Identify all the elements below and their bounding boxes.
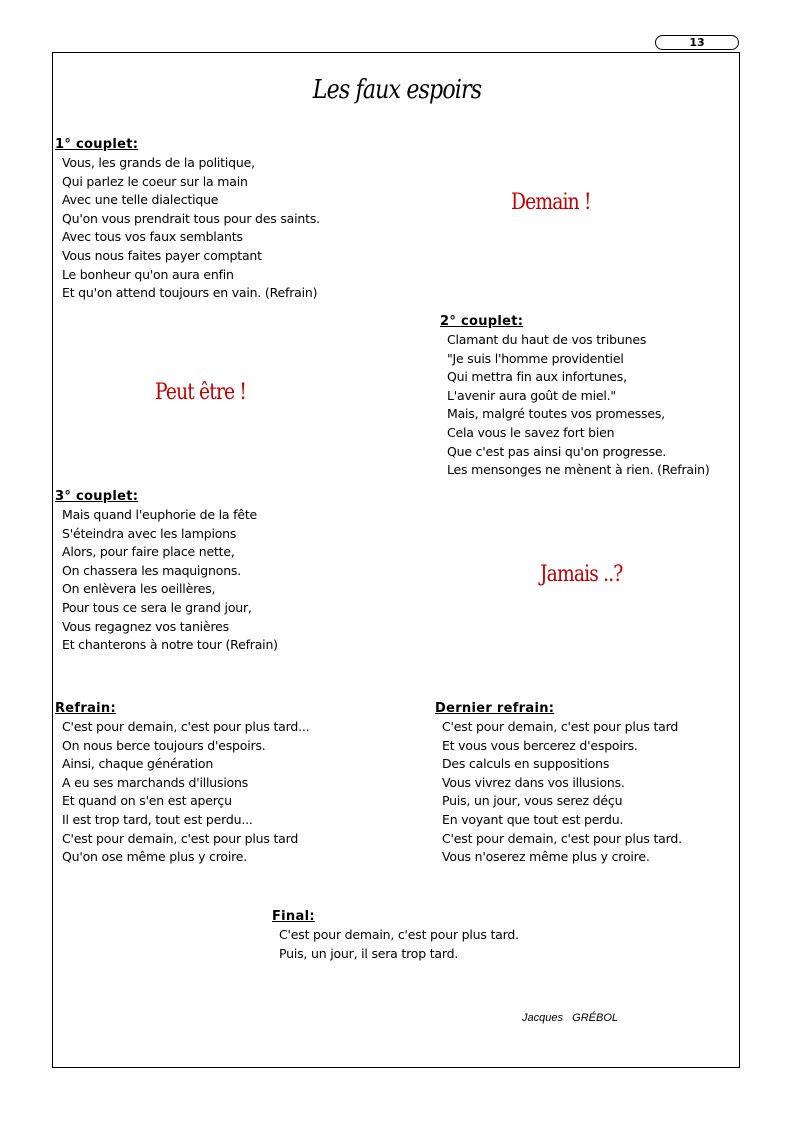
verse-line: Et vous vous bercerez d'espoirs.: [442, 737, 638, 753]
verse-line: Les mensonges ne mènent à rien. (Refrain): [447, 462, 710, 478]
couplet-3: [55, 488, 278, 655]
section-heading: Final:: [272, 909, 315, 924]
section-heading: 3° couplet:: [55, 489, 139, 504]
exclamation-peut-etre: Peut être !: [155, 380, 247, 405]
verse-line: Qui mettra fin aux infortunes,: [447, 369, 627, 385]
dernier-refrain: [435, 700, 682, 867]
verse-line: Il est trop tard, tout est perdu...: [62, 811, 253, 827]
verse-line: "Je suis l'homme providentiel: [447, 350, 624, 366]
page-number: 13: [655, 35, 739, 50]
couplet-2: [440, 313, 710, 480]
verse-line: Que c'est pas ainsi qu'on progresse.: [447, 443, 667, 459]
verse-line: Cela vous le savez fort bien: [447, 424, 615, 440]
verse-line: Qui parlez le coeur sur la main: [62, 173, 248, 189]
exclamation-jamais: Jamais ..?: [540, 562, 623, 587]
section-heading: 2° couplet:: [440, 314, 524, 329]
verse-line: Et qu'on attend toujours en vain. (Refrain): [62, 285, 318, 301]
verse-line: Avec tous vos faux semblants: [62, 229, 243, 245]
verse-line: On nous berce toujours d'espoirs.: [62, 737, 266, 753]
poem-title: Les faux espoirs: [312, 75, 482, 105]
verse-line: En voyant que tout est perdu.: [442, 811, 624, 827]
verse-line: Ainsi, chaque génération: [62, 756, 214, 772]
verse-line: Pour tous ce sera le grand jour,: [62, 599, 252, 615]
verse-line: Mais quand l'euphorie de la fête: [62, 507, 258, 522]
verse-line: Le bonheur qu'on aura enfin: [62, 266, 234, 282]
verse-line: Vous nous faites payer comptant: [62, 247, 262, 263]
verse-line: Vous regagnez vos tanières: [62, 618, 229, 634]
signature: Jacques GRÉBOL: [522, 1012, 618, 1024]
verse-line: Vous vivrez dans vos illusions.: [442, 774, 625, 790]
section-heading: 1° couplet:: [55, 137, 139, 152]
verse-line: On enlèvera les oeillères,: [62, 581, 216, 597]
refrain: [55, 700, 309, 867]
verse-line: Vous n'oserez même plus y croire.: [442, 849, 650, 865]
verse-line: Puis, un jour, il sera trop tard.: [279, 945, 459, 961]
verse-line: L'avenir aura goût de miel.": [447, 387, 616, 403]
verse-line: Vous, les grands de la politique,: [62, 155, 255, 170]
verse-line: Mais, malgré toutes vos promesses,: [447, 406, 665, 422]
verse-line: Et chanterons à notre tour (Refrain): [62, 637, 278, 653]
verse-line: C'est pour demain, c'est pour plus tard...: [62, 719, 310, 734]
verse-line: On chassera les maquignons.: [62, 562, 242, 578]
exclamation-demain: Demain !: [511, 190, 591, 215]
verse-line: Des calculs en suppositions: [442, 756, 610, 772]
verse-line: S'éteindra avec les lampions: [62, 525, 237, 541]
verse-line: Qu'on vous prendrait tous pour des saints.: [62, 210, 320, 226]
verse-line: A eu ses marchands d'illusions: [62, 774, 249, 790]
section-heading: Refrain:: [55, 701, 116, 716]
final: [272, 908, 519, 963]
verse-line: Avec une telle dialectique: [62, 192, 219, 208]
verse-line: Alors, pour faire place nette,: [62, 544, 235, 560]
verse-line: Et quand on s'en est aperçu: [62, 793, 232, 809]
verse-line: Clamant du haut de vos tribunes: [447, 332, 647, 347]
verse-line: C'est pour demain, c'est pour plus tard: [62, 830, 299, 846]
verse-line: C'est pour demain, c'est pour plus tard: [442, 719, 679, 734]
verse-line: Qu'on ose même plus y croire.: [62, 849, 248, 865]
verse-line: Puis, un jour, vous serez déçu: [442, 793, 623, 809]
couplet-1: [55, 136, 320, 303]
section-heading: Dernier refrain:: [435, 701, 555, 716]
verse-line: C'est pour demain, c'est pour plus tard.: [279, 927, 519, 942]
verse-line: C'est pour demain, c'est pour plus tard.: [442, 830, 682, 846]
